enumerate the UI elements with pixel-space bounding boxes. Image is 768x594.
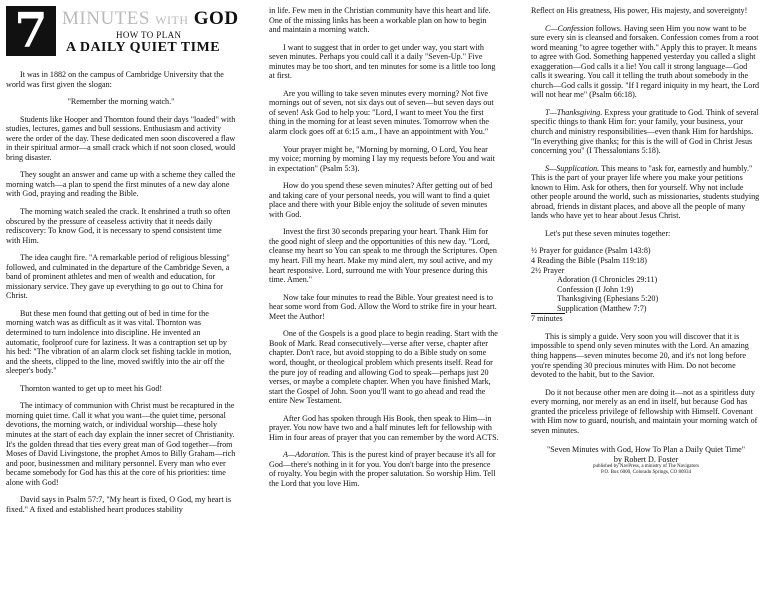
column-3 — [531, 6, 761, 476]
paragraph: in life. Few men in the Christian community have this heart and life. One of the missing links has been a workable plan on how to begin and maintain a morning watch. — [269, 6, 491, 35]
footer-address: P.O. Box 6000, Colorado Springs, CO 80934 — [600, 470, 691, 476]
supplication-label: S—Supplication. — [545, 163, 600, 173]
paragraph: After God has spoken through His Book, then speak to Him—in prayer. You now have two and a half minutes left for fellowship with Him in four areas of prayer that you can remember by the word ACTS. — [269, 413, 499, 442]
footer-publisher: published by NavPress, a ministry of The Navigators — [592, 464, 699, 470]
adoration-label: A—Adoration. — [283, 450, 330, 460]
footer-author: by Robert D. Foster — [613, 454, 679, 464]
column-2 — [269, 6, 499, 497]
schedule-list — [531, 246, 761, 323]
paragraph: How do you spend these seven minutes? After getting out of bed and taking care of your personal needs, you will want to find a quiet place and there with your Bible enjoy the solitude of seven minutes with God. — [269, 181, 493, 219]
paragraph-adoration — [269, 450, 499, 488]
paragraph: Let's put these seven minutes together: — [545, 228, 671, 238]
paragraph-confession — [531, 24, 761, 100]
paragraph: Thornton wanted to get up to meet his God! — [20, 383, 163, 393]
title-with: WITH — [155, 13, 189, 27]
confession-label: C—Confession — [545, 23, 594, 33]
title-how-to-plan: HOW TO PLAN — [116, 30, 182, 40]
paragraph: Invest the first 30 seconds preparing your heart. Thank Him for the good night of sleep and the opportunities of this new day. "Lord, cleanse my heart so You can speak to me through the Scriptures. Open my heart. Fill my heart. Make my mind alert, my soul active, and my heart responsive. Lord, surround me with Your presence during this time. Amen." — [269, 227, 497, 285]
list-subitem: Supplication (Matthew 7:7) — [557, 303, 647, 313]
paragraph: They sought an answer and came up with a scheme they called the morning watch—a plan to spend the first minutes of a new day alone with God, praying and reading the Bible. — [6, 170, 236, 199]
title-number: 7 — [6, 6, 56, 56]
list-subitem: Confession (I John 1:9) — [557, 284, 634, 294]
paragraph: Are you willing to take seven minutes every morning? Not five mornings out of seven, not six days out of seven—but seven days out of seven! Ask God to help you: "Lord, I want to meet You the first thing in the morning for at least seven minutes. Tomorrow when the alarm clock goes off at 6:15 a.m., I have an appointment with You." — [269, 88, 494, 137]
title-line-1 — [62, 8, 239, 30]
paragraph: I want to suggest that in order to get under way, you start with seven minutes. Perhaps you could call it a daily "Seven-Up." Five minutes may be too short, and ten minutes for some is a little too long at first. — [269, 42, 496, 81]
paragraph-supplication — [531, 164, 761, 221]
paragraph: Reflect on His greatness, His power, His majesty, and sovereignty! — [531, 6, 748, 15]
list-item: 4 Reading the Bible (Psalm 119:18) — [531, 256, 647, 266]
title-block — [6, 3, 239, 70]
paragraph: It was in 1882 on the campus of Cambridge University that the world was first given the slogan: — [6, 70, 224, 89]
paragraph-thanksgiving — [531, 108, 761, 156]
title-subtitle: A DAILY QUIET TIME — [66, 40, 221, 55]
list-item: ½ Prayer for guidance (Psalm 143:8) — [531, 246, 651, 256]
paragraph: This is simply a guide. Very soon you will discover that it is impossible to spend only seven minutes with the Lord. An amazing thing happens—seven minutes become 20, and it's not long before you're spending 30 precious minutes with Him. Do not become devoted to the habit, but to the Savior. — [531, 331, 749, 380]
paragraph: One of the Gospels is a good place to begin reading. Start with the Book of Mark. Read consecutively—verse after verse, chapter after chapter. Don't race, but avoid stopping to do a Bible study on some word, thought, or theological problem which presents itself. Read for the pure joy of reading and allowing God to speak—perhaps just 20 verses, or maybe a complete chapter. When you have finished Mark, start the Gospel of John. Soon you'll want to go ahead and read the entire New Testament. — [269, 329, 498, 406]
slogan: "Remember the morning watch." — [67, 97, 175, 107]
paragraph: David says in Psalm 57:7, "My heart is fixed, O God, my heart is fixed." A fixed and established heart produces stability — [6, 495, 232, 514]
supplication-text: This means to "ask for, earnestly and humbly." This is the part of your prayer life where you make your petitions known to Him. Ask for others, then for yourself. Why not include other people around the world, such as missionaries, students studying abroad, friends in distant places, and above all the people of many lands who have yet to hear about Jesus Christ. — [531, 163, 760, 221]
paragraph: Your prayer might be, "Morning by morning, O Lord, You hear my voice; morning by morning I lay my requests before You and wait in expectation" (Psalm 5:3). — [269, 144, 495, 173]
column-1 — [6, 3, 239, 522]
list-total: 7 minutes — [531, 314, 563, 324]
paragraph: The intimacy of communion with Christ must be recaptured in the morning quiet time. Call it what you want—the quiet time, personal devotions, the morning watch, or individual worship—these holy minutes at the start of each day explain the inner secret of Christianity. It's the golden thread that ties every great man of God together—from Moses of David Livingstone, the prophet Amos to Billy Graham—rich and poor, businessmen and military personnel. Every man who ever became somebody for God has this at the core of his priorities: time alone with God! — [6, 401, 236, 487]
footer — [531, 445, 761, 476]
list-item: 2½ Prayer — [531, 265, 565, 275]
adoration-text: This is the purest kind of prayer because it's all for God—there's nothing in it for you. You don't barge into the presence of royalty. You begin with the proper salutation. So worship Him. Tell the Lord that you love Him. — [269, 450, 496, 488]
title-god: GOD — [193, 8, 239, 29]
list-subitem: Thanksgiving (Ephesians 5:20) — [557, 294, 659, 304]
list-subitem: Adoration (I Chronicles 29:11) — [557, 275, 658, 285]
paragraph: Students like Hooper and Thornton found their days "loaded" with studies, lectures, games and bull sessions. Enthusiasm and activity were the order of the day. These dedicated men soon discovered a flaw in their spiritual armor—a small crack which if not soon closed, would bring disaster. — [6, 114, 236, 162]
thanksgiving-text: Express your gratitude to God. Think of several specific things to thank Him for: your family, your business, your church and ministry responsibilities—even thank Him for hardships. "In everything give thanks; for this is the will of God in Christ Jesus concerning you" (I Thessalonians 5:18). — [531, 107, 759, 156]
confession-text: follows. Having seen Him you now want to be sure every sin is cleansed and forsaken. Confession comes from a root word meaning "to agree together with." Apply this to prayer. It means to agree with God. Something happened yesterday you called a slight exaggeration—God calls it a lie! You call it strong language—God calls it swearing. You call it telling the truth about somebody in the church—God calls it gossip. "If I regard iniquity in my heart, the Lord will not hear me" (Psalm 66:18). — [531, 23, 760, 100]
paragraph: The idea caught fire. "A remarkable period of religious blessing" followed, and culminated in the departure of the Cambridge Seven, a band of prominent athletes and men of wealth and education, for missionary service. They gave up everything to go out to China for Christ. — [6, 253, 230, 301]
paragraph: Do it not because other men are doing it—not as a spiritless duty every morning, nor merely as an end in itself, but because God has granted the priceless privilege of fellowship with Himself. Covenant with Him now to guard, nourish, and maintain your morning watch of seven minutes. — [531, 387, 758, 435]
paragraph: Now take four minutes to read the Bible. Your greatest need is to hear some word from God. Allow the Word to strike fire in your heart. Meet the Author! — [269, 292, 497, 321]
paragraph: The morning watch sealed the crack. It enshrined a truth so often obscured by the pressure of ceaseless activity that it needs daily rediscovery: To know God, it is necessary to spend consistent time with Him. — [6, 207, 231, 245]
footer-title: "Seven Minutes with God, How To Plan a Daily Quiet Time" — [546, 445, 746, 455]
paragraph: But these men found that getting out of bed in time for the morning watch was as difficult as it was vital. Thornton was determined to turn indolence into discipline. He invented an automatic, foolproof cure for laziness. It was a contraption set up by his bed: "The vibration of an alarm clock set fishing tackle in motion, and the sheets, clipped to the line, moved swiftly into the air off the sleeper's body." — [6, 308, 232, 376]
title-minutes: MINUTES — [62, 8, 150, 29]
thanksgiving-label: T—Thanksgiving. — [545, 107, 603, 117]
